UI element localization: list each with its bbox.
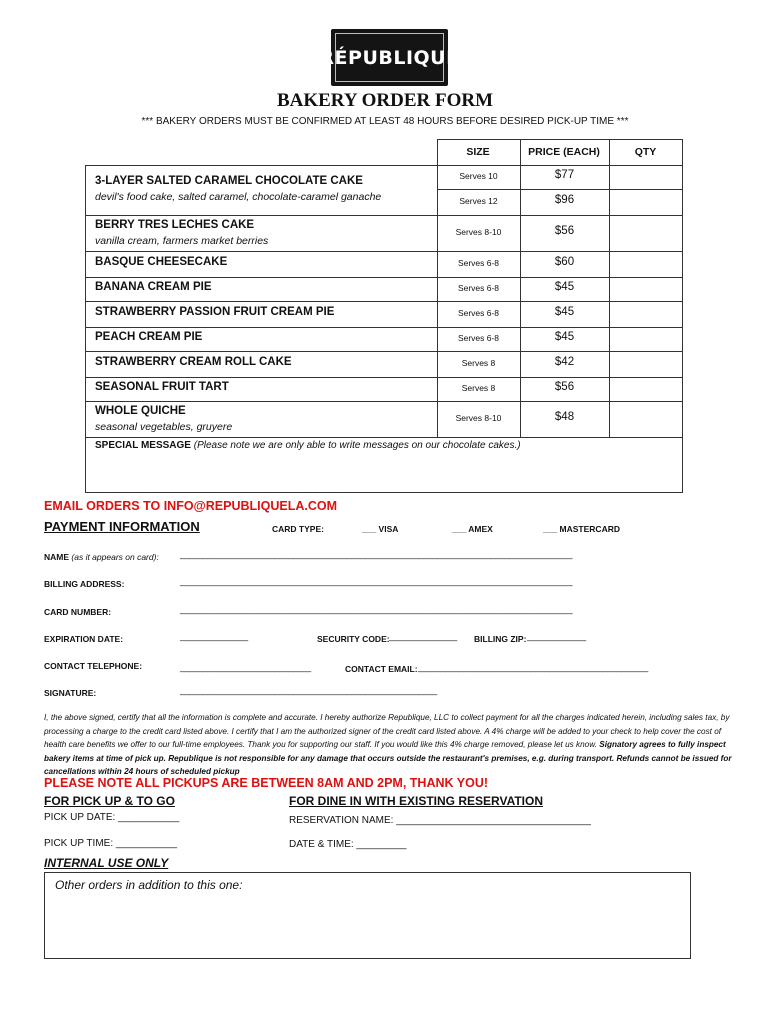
price-cell: $56 xyxy=(554,225,575,237)
contact-telephone-field[interactable]: _____________________________ xyxy=(180,662,311,672)
size-header: SIZE xyxy=(466,146,490,158)
card-type-label: CARD TYPE: xyxy=(272,524,324,534)
name-label xyxy=(44,552,159,562)
special-message[interactable] xyxy=(95,440,521,451)
row-divider xyxy=(85,437,683,438)
table-bottom-border xyxy=(85,492,683,493)
size-cell: Serves 12 xyxy=(459,196,498,206)
name-label-text: NAME xyxy=(44,552,70,562)
order-table xyxy=(85,139,683,493)
internal-use-box[interactable] xyxy=(44,872,691,959)
page-title: BAKERY ORDER FORM xyxy=(276,90,494,111)
item-name: WHOLE QUICHE xyxy=(95,405,186,417)
qty-input[interactable] xyxy=(610,166,682,189)
price-cell: $48 xyxy=(554,411,575,423)
item-name: PEACH CREAM PIE xyxy=(95,331,203,343)
price-cell: $77 xyxy=(554,169,575,181)
size-cell: Serves 6-8 xyxy=(457,308,500,318)
payment-heading: PAYMENT INFORMATION xyxy=(44,519,200,534)
item-name: 3-LAYER SALTED CARAMEL CHOCOLATE CAKE xyxy=(95,175,363,187)
row-divider xyxy=(85,277,683,278)
size-cell: Serves 6-8 xyxy=(457,283,500,293)
expiration-label: EXPIRATION DATE: xyxy=(44,634,124,644)
price-cell: $45 xyxy=(554,281,575,293)
name-hint: (as it appears on card): xyxy=(71,552,159,562)
qty-input[interactable] xyxy=(610,302,682,327)
size-cell: Serves 10 xyxy=(459,171,498,181)
item-description: devil's food cake, salted caramel, chocolate-caramel ganache xyxy=(95,191,382,203)
card-number-label: CARD NUMBER: xyxy=(44,607,112,617)
row-divider xyxy=(85,327,683,328)
size-cell: Serves 6-8 xyxy=(457,258,500,268)
size-cell: Serves 8-10 xyxy=(455,413,502,423)
qty-input[interactable] xyxy=(610,278,682,301)
item-name: BANANA CREAM PIE xyxy=(95,281,212,293)
row-divider xyxy=(85,215,683,216)
certification-body: I, the above signed, certify that all the information is complete and accurate. I hereby authorize Republique, LLC to collect payment for all the charges indicated herein, including sales tax, by processing a charge to the credit card listed above. I certify that I am the authorized signer of the credit card listed above. A 4% charge will be added to your check to help cover the cost of health care benefits we offer to our full-time employees. Thank you for supporting our staff. If you would like this 4% charge removed, please let us know. xyxy=(44,713,730,749)
certification-bold: Signatory agrees to fully inspect bakery items at time of pick up. Republique is not responsible for any damage that occurs outside the restaurant's premises, e.g. during transport. Refunds cannot be issued for cancellations within 24 hours of scheduled pickup xyxy=(44,740,732,776)
contact-email-label: CONTACT EMAIL: xyxy=(345,664,418,674)
amex-option[interactable]: ___ AMEX xyxy=(452,524,493,534)
dinein-heading: FOR DINE IN WITH EXISTING RESERVATION xyxy=(289,794,544,808)
price-cell: $45 xyxy=(554,306,575,318)
logo-text: RÉPUBLIQUE xyxy=(319,46,460,69)
republique-logo xyxy=(319,29,460,86)
row-divider xyxy=(85,351,683,352)
pickup-date-field[interactable]: PICK UP DATE: ___________ xyxy=(44,812,180,823)
reservation-name-field[interactable]: RESERVATION NAME: ___________________________________ xyxy=(289,815,591,826)
price-header: PRICE (EACH) xyxy=(528,146,600,158)
size-cell: Serves 8 xyxy=(461,383,496,393)
price-cell: $60 xyxy=(554,256,575,268)
internal-use-heading: INTERNAL USE ONLY xyxy=(44,856,169,870)
size-cell: Serves 8 xyxy=(461,358,496,368)
qty-header: QTY xyxy=(634,146,657,158)
price-cell: $42 xyxy=(554,356,575,368)
billing-address-field[interactable]: _______________________________________________________________________________________ xyxy=(180,576,572,586)
billing-zip-label: BILLING ZIP: xyxy=(474,634,527,644)
special-message-note: (Please note we are only able to write messages on our chocolate cakes.) xyxy=(193,440,521,451)
security-code-label: SECURITY CODE: xyxy=(317,634,390,644)
qty-input[interactable] xyxy=(610,216,682,251)
item-description: seasonal vegetables, gruyere xyxy=(95,421,233,433)
table-header-border xyxy=(85,165,683,166)
date-time-field[interactable]: DATE & TIME: _________ xyxy=(289,839,407,850)
row-divider xyxy=(85,401,683,402)
qty-input[interactable] xyxy=(610,402,682,437)
item-name: STRAWBERRY PASSION FRUIT CREAM PIE xyxy=(95,306,335,318)
qty-input[interactable] xyxy=(610,190,682,215)
qty-input[interactable] xyxy=(610,352,682,377)
table-right-border xyxy=(682,139,683,493)
item-name: BERRY TRES LECHES CAKE xyxy=(95,219,255,231)
row-divider xyxy=(85,377,683,378)
card-number-field[interactable]: _______________________________________________________________________________________ xyxy=(180,604,572,614)
size-cell: Serves 6-8 xyxy=(457,333,500,343)
item-name: STRAWBERRY CREAM ROLL CAKE xyxy=(95,356,292,368)
item-name: SEASONAL FRUIT TART xyxy=(95,381,229,393)
visa-option[interactable]: ___ VISA xyxy=(362,524,399,534)
size-cell: Serves 8-10 xyxy=(455,227,502,237)
pickup-hours-note: PLEASE NOTE ALL PICKUPS ARE BETWEEN 8AM AND 2PM, THANK YOU! xyxy=(44,776,489,790)
certification-text xyxy=(44,711,734,779)
contact-email-field[interactable]: ___________________________________________________ xyxy=(418,662,648,672)
row-divider xyxy=(85,301,683,302)
billing-address-label: BILLING ADDRESS: xyxy=(44,579,125,589)
item-name: BASQUE CHEESECAKE xyxy=(95,256,228,268)
qty-input[interactable] xyxy=(610,378,682,401)
pickup-heading: FOR PICK UP & TO GO xyxy=(44,794,175,808)
special-message-label: SPECIAL MESSAGE xyxy=(95,440,191,451)
contact-telephone-label: CONTACT TELEPHONE: xyxy=(44,661,143,671)
other-orders-label: Other orders in addition to this one: xyxy=(55,878,243,892)
table-top-border xyxy=(437,139,683,140)
price-cell: $56 xyxy=(554,381,575,393)
signature-field[interactable]: _________________________________________________________ xyxy=(180,685,437,695)
item-description: vanilla cream, farmers market berries xyxy=(95,235,269,247)
billing-zip-field[interactable]: _____________ xyxy=(527,631,586,641)
row-divider xyxy=(85,251,683,252)
email-orders-line: EMAIL ORDERS TO INFO@REPUBLIQUELA.COM xyxy=(44,499,337,513)
price-cell: $45 xyxy=(554,331,575,343)
signature-label: SIGNATURE: xyxy=(44,688,97,698)
qty-input[interactable] xyxy=(610,252,682,277)
security-code-field[interactable]: _______________ xyxy=(389,631,457,641)
pickup-time-field[interactable]: PICK UP TIME: ___________ xyxy=(44,838,178,849)
price-cell: $96 xyxy=(554,194,575,206)
qty-input[interactable] xyxy=(610,328,682,351)
confirmation-notice: *** BAKERY ORDERS MUST BE CONFIRMED AT LEAST 48 HOURS BEFORE DESIRED PICK-UP TIME *** xyxy=(141,116,629,127)
name-field[interactable]: _______________________________________________________________________________________ xyxy=(180,549,572,559)
mastercard-option[interactable]: ___ MASTERCARD xyxy=(543,524,620,534)
expiration-field[interactable]: _______________ xyxy=(180,631,248,641)
